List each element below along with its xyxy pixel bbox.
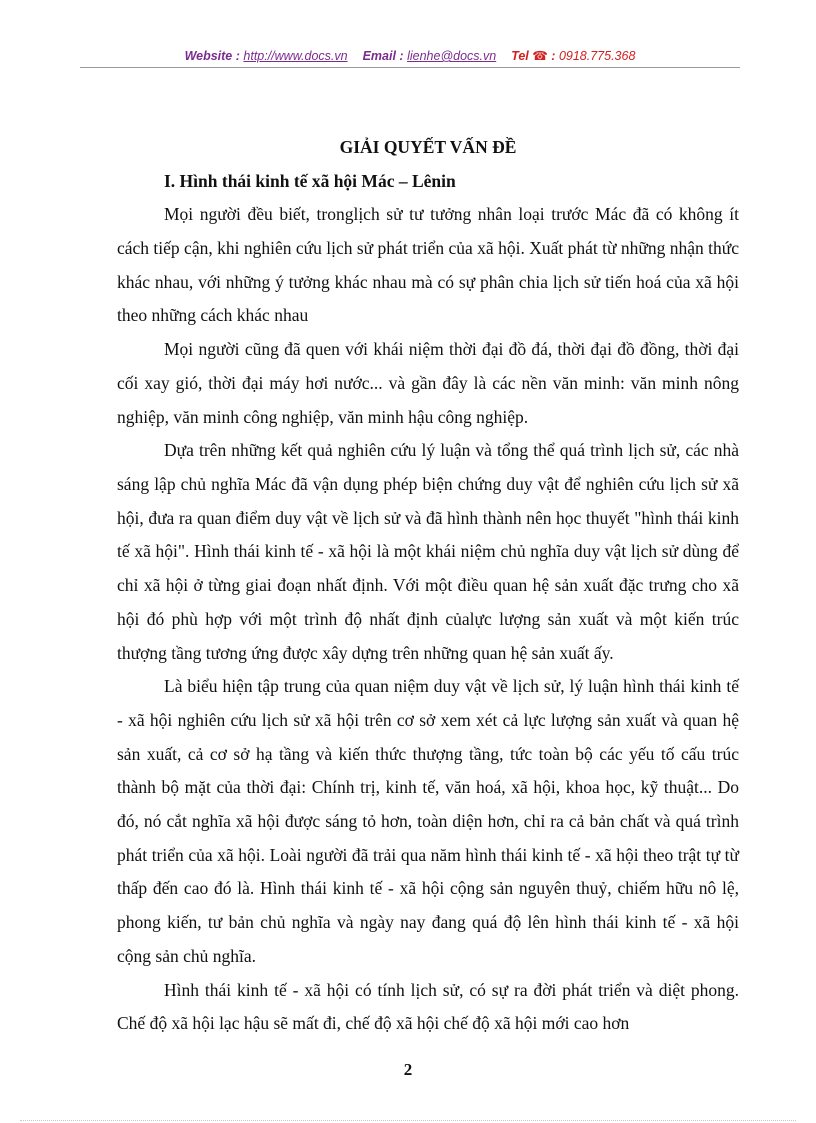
section-heading: I. Hình thái kinh tế xã hội Mác – Lênin xyxy=(164,170,456,191)
paragraph-2: Mọi người cũng đã quen với khái niệm thời đại đồ đá, thời đại đồ đồng, thời đại cối xay gió, thời đại máy hơi nước... và gần đây là các nền văn minh: văn minh nông nghiệp, văn minh công nghiệp, văn minh hậu công nghiệp. xyxy=(117,339,739,427)
tel-value: 0918.775.368 xyxy=(558,49,636,63)
tel-label: Tel ☎ : xyxy=(511,49,556,63)
website-label: Website : xyxy=(184,49,240,63)
document-title: GIẢI QUYẾT VẤN ĐỀ xyxy=(339,137,517,157)
paragraph-4: Là biểu hiện tập trung của quan niệm duy vật về lịch sử, lý luận hình thái kinh tế - xã hội nghiên cứu lịch sử xã hội trên cơ sở xem xét cả lực lượng sản xuất và quan hệ sản xuất, cả cơ sở hạ tầng và kiến thức thượng tầng, tức toàn bộ các yếu tố cấu trúc thành bộ mặt của thời đại: Chính trị, kinh tế, văn hoá, xã hội, khoa học, kỹ thuật... Do đó, nó cắt nghĩa xã hội được sáng tỏ hơn, toàn diện hơn, chỉ ra cả bản chất và quá trình phát triển của xã hội. Loài người đã trải qua năm hình thái kinh tế - xã hội theo trật tự từ thấp đến cao đó là. Hình thái kinh tế - xã hội cộng sản nguyên thuỷ, chiếm hữu nô lệ, phong kiến, tư bản chủ nghĩa và ngày nay đang quá độ lên hình thái kinh tế - xã hội cộng sản chủ nghĩa. xyxy=(117,676,739,966)
header-divider xyxy=(80,67,740,68)
document-body xyxy=(117,131,739,1041)
email-link[interactable]: lienhe@docs.vn xyxy=(407,49,497,63)
page-number: 2 xyxy=(403,1060,413,1079)
paragraph-1: Mọi người đều biết, tronglịch sử tư tưởng nhân loại trước Mác đã có không ít cách tiếp cận, khi nghiên cứu lịch sử phát triển của xã hội. Xuất phát từ những nhận thức khác nhau, với những ý tưởng khác nhau mà có sự phân chia lịch sử tiến hoá của xã hội theo những cách khác nhau xyxy=(117,204,739,326)
website-link[interactable]: http://www.docs.vn xyxy=(243,49,348,63)
paragraph-3: Dựa trên những kết quả nghiên cứu lý luận và tổng thể quá trình lịch sử, các nhà sáng lập chủ nghĩa Mác đã vận dụng phép biện chứng duy vật để nghiên cứu lịch sử xã hội, đưa ra quan điểm duy vật về lịch sử và đã hình thành nên học thuyết "hình thái kinh tế xã hội". Hình thái kinh tế - xã hội là một khái niệm chủ nghĩa duy vật lịch sử dùng để chỉ xã hội ở từng giai đoạn nhất định. Với một điều quan hệ sản xuất đặc trưng cho xã hội đó phù hợp với một trình độ nhất định củalực lượng sản xuất và một kiến trúc thượng tầng tương ứng được xây dựng trên những quan hệ sản xuất ấy. xyxy=(117,440,739,663)
paragraph-5: Hình thái kinh tế - xã hội có tính lịch sử, có sự ra đời phát triển và diệt phong. Chế độ xã hội lạc hậu sẽ mất đi, chế độ xã hội chế độ xã hội mới cao hơn xyxy=(117,979,739,1034)
email-label: Email xyxy=(362,49,396,63)
page-bottom-edge xyxy=(20,1120,796,1121)
email-separator: : xyxy=(399,49,404,63)
page-header xyxy=(80,46,740,66)
